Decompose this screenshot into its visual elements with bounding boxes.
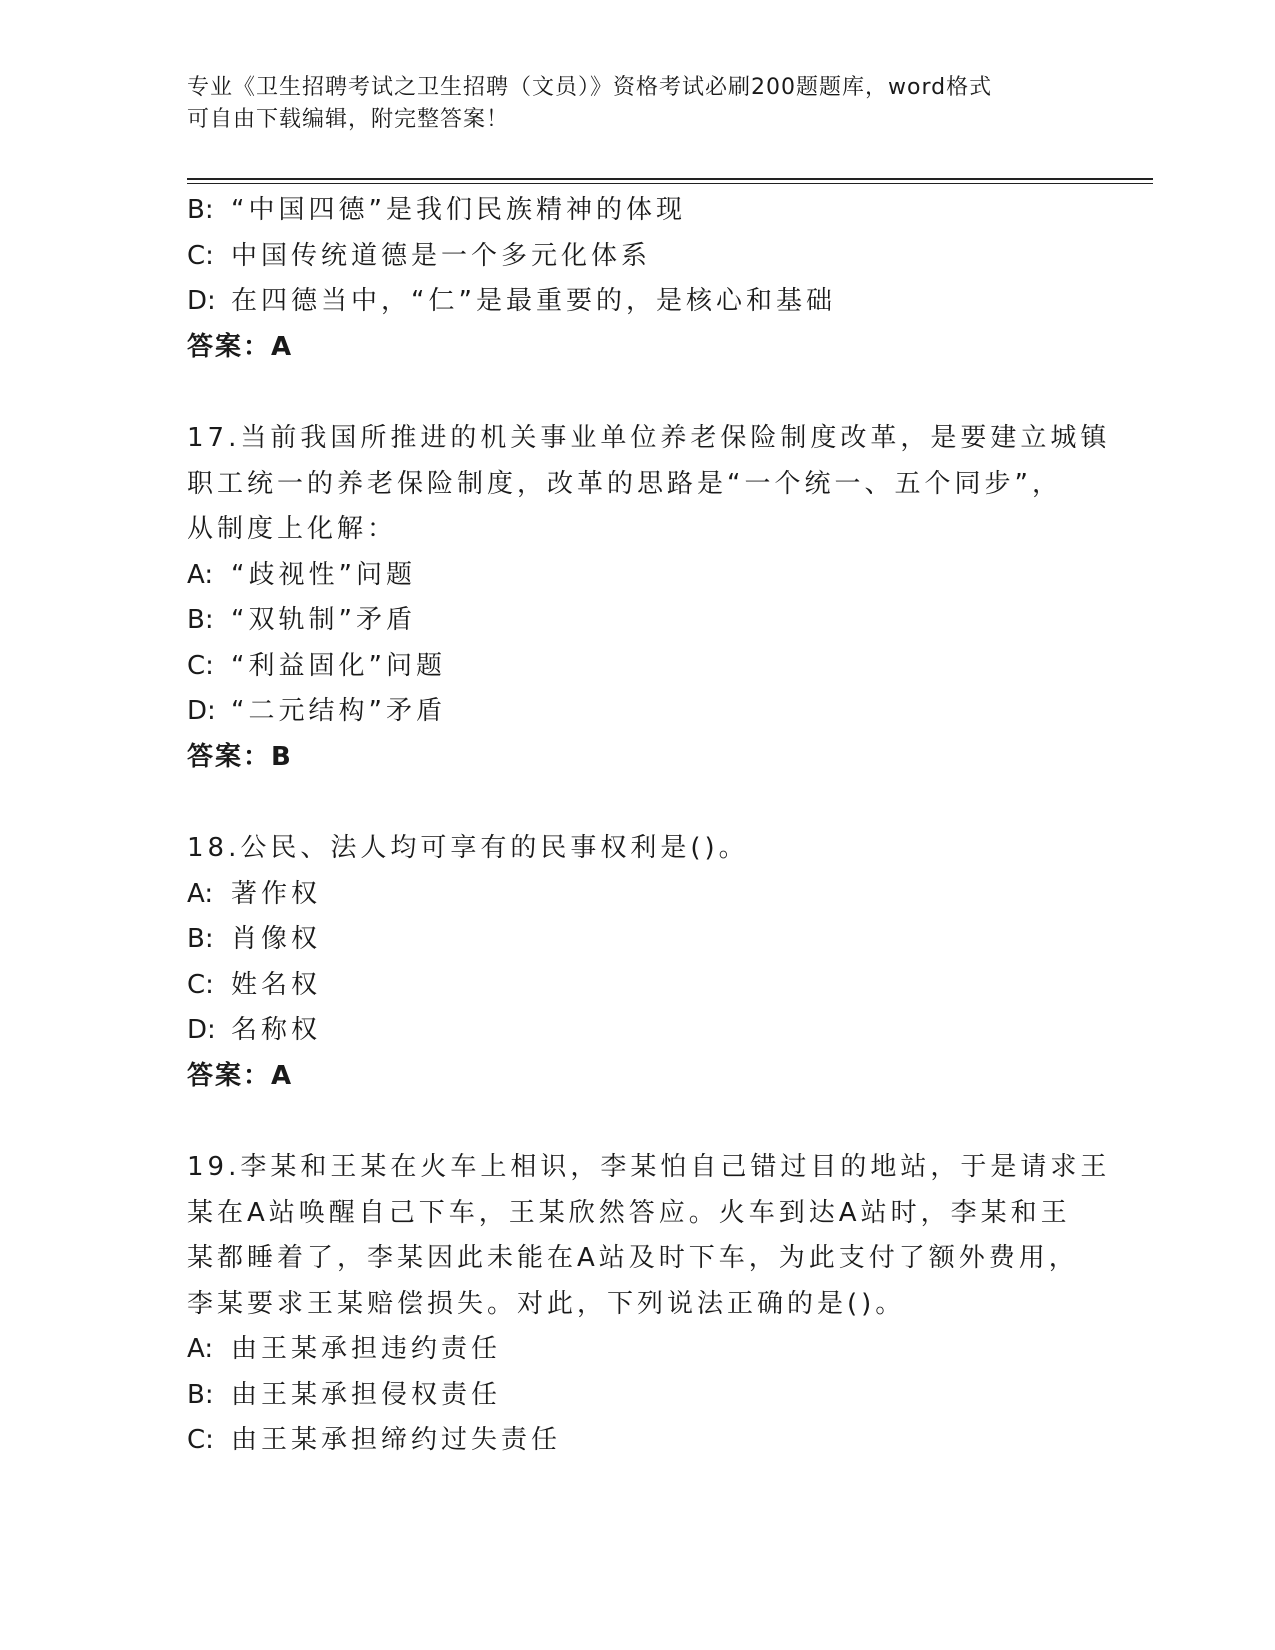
option-letter: B: bbox=[187, 924, 214, 954]
header-divider-thin bbox=[187, 183, 1153, 184]
question-stem-line: 李某要求王某赔偿损失。对此，下列说法正确的是()。 bbox=[187, 1288, 906, 1319]
question-stem-line: 17.当前我国所推进的机关事业单位养老保险制度改革，是要建立城镇 bbox=[187, 423, 1111, 453]
header-line-1: 专业《卫生招聘考试之卫生招聘（文员）》资格考试必刷200题题库，word格式 bbox=[187, 75, 993, 100]
option-letter: C: bbox=[187, 240, 214, 271]
option-d bbox=[187, 1008, 1087, 1054]
option-b bbox=[187, 188, 1087, 234]
option-text: 著作权 bbox=[231, 878, 322, 909]
answer-line: 答案：A bbox=[187, 1060, 294, 1091]
option-c bbox=[187, 234, 1087, 280]
option-b bbox=[187, 917, 1087, 963]
option-text: 在四德当中，“仁”是最重要的，是核心和基础 bbox=[231, 286, 836, 316]
option-text: “二元结构”矛盾 bbox=[231, 696, 446, 726]
option-c bbox=[187, 963, 1087, 1009]
document-header bbox=[187, 72, 1087, 136]
option-letter: D: bbox=[187, 1015, 216, 1045]
question-stem-line: 职工统一的养老保险制度，改革的思路是“一个统一、五个同步”， bbox=[187, 468, 1062, 499]
option-text: 名称权 bbox=[231, 1015, 322, 1045]
option-letter: C: bbox=[187, 650, 214, 681]
header-divider-thick bbox=[187, 178, 1153, 180]
answer-line: 答案：B bbox=[187, 741, 293, 772]
option-a bbox=[187, 1327, 1087, 1373]
option-letter: C: bbox=[187, 1425, 214, 1455]
question-stem-line: 某在A站唤醒自己下车，王某欣然答应。火车到达A站时，李某和王 bbox=[187, 1197, 1071, 1228]
option-b bbox=[187, 1373, 1087, 1419]
option-text: 姓名权 bbox=[231, 969, 322, 1000]
option-c bbox=[187, 1418, 1087, 1464]
answer-line: 答案：A bbox=[187, 331, 294, 362]
option-text: 肖像权 bbox=[231, 924, 322, 954]
question-18 bbox=[187, 826, 1087, 1099]
option-a bbox=[187, 872, 1087, 918]
option-a bbox=[187, 553, 1087, 599]
option-b bbox=[187, 598, 1087, 644]
option-text: “利益固化”问题 bbox=[231, 650, 446, 681]
option-text: 由王某承担违约责任 bbox=[231, 1334, 502, 1364]
option-text: 中国传统道德是一个多元化体系 bbox=[231, 240, 652, 271]
question-stem-line: 从制度上化解： bbox=[187, 514, 398, 544]
option-text: “双轨制”矛盾 bbox=[231, 605, 416, 635]
option-text: “歧视性”问题 bbox=[231, 559, 416, 590]
option-letter: A: bbox=[187, 1334, 214, 1364]
option-d bbox=[187, 279, 1087, 325]
option-text: 由王某承担侵权责任 bbox=[231, 1379, 502, 1410]
option-letter: D: bbox=[187, 696, 216, 726]
question-stem-line: 某都睡着了，李某因此未能在A站及时下车，为此支付了额外费用， bbox=[187, 1243, 1079, 1273]
question-stem-line: 19.李某和王某在火车上相识，李某怕自己错过目的地站，于是请求王 bbox=[187, 1152, 1111, 1182]
option-d bbox=[187, 689, 1087, 735]
option-letter: A: bbox=[187, 559, 214, 590]
question-17 bbox=[187, 416, 1111, 780]
option-letter: B: bbox=[187, 195, 214, 225]
header-line-2: 可自由下载编辑，附完整答案！ bbox=[187, 107, 510, 132]
question-content bbox=[187, 188, 1111, 1464]
option-c bbox=[187, 644, 1087, 690]
option-letter: C: bbox=[187, 969, 214, 1000]
option-letter: A: bbox=[187, 878, 214, 909]
option-text: 由王某承担缔约过失责任 bbox=[231, 1425, 562, 1455]
question-stem-line: 18.公民、法人均可享有的民事权利是()。 bbox=[187, 833, 749, 863]
option-letter: B: bbox=[187, 1379, 214, 1410]
option-letter: B: bbox=[187, 605, 214, 635]
option-text: “中国四德”是我们民族精神的体现 bbox=[231, 195, 686, 225]
option-letter: D: bbox=[187, 286, 216, 316]
question-16-tail bbox=[187, 188, 1087, 370]
question-19 bbox=[187, 1145, 1111, 1464]
